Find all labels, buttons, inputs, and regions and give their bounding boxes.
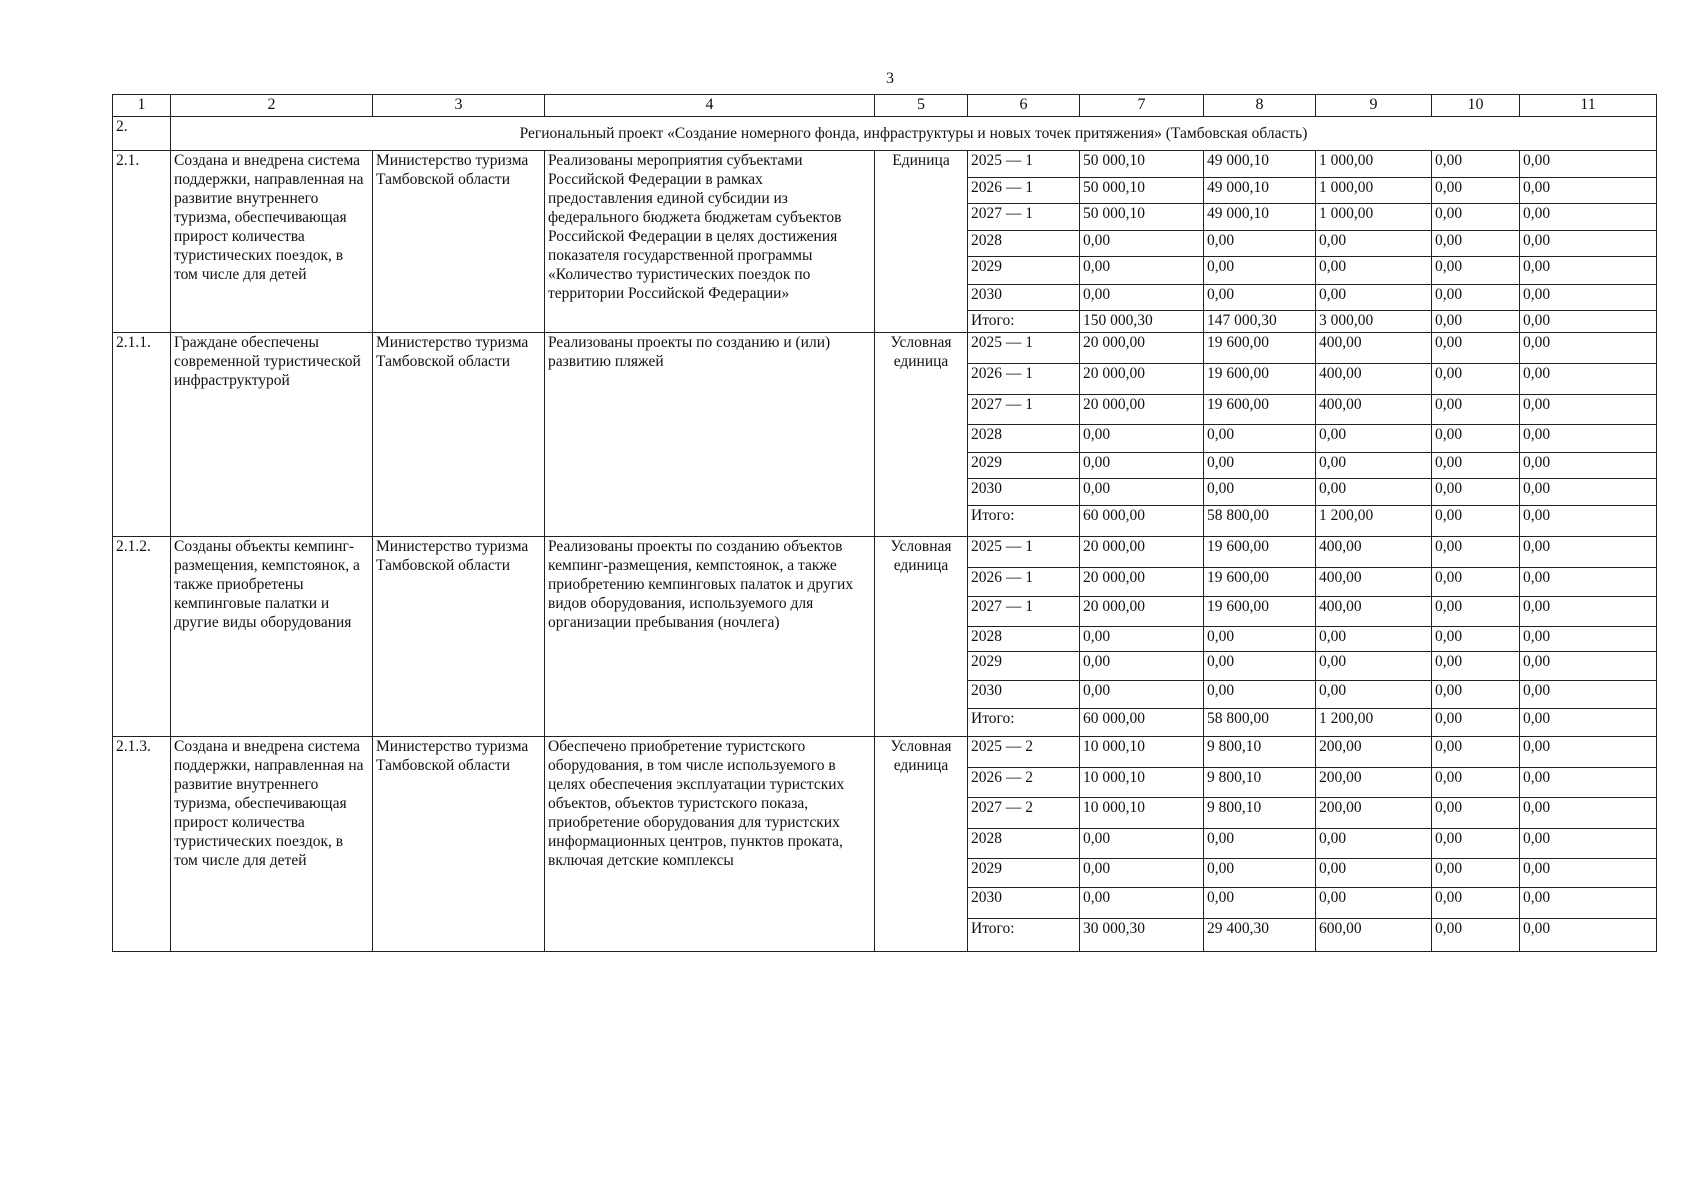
amount-col9: 0,00 bbox=[1316, 627, 1432, 652]
amount-col8: 0,00 bbox=[1204, 627, 1316, 652]
amount-col11: 0,00 bbox=[1520, 597, 1657, 627]
amount-col7: 0,00 bbox=[1080, 859, 1204, 888]
amount-col10: 0,00 bbox=[1432, 798, 1520, 829]
amount-col11: 0,00 bbox=[1520, 333, 1657, 364]
amount-col11: 0,00 bbox=[1520, 737, 1657, 768]
amount-col7: 60 000,00 bbox=[1080, 506, 1204, 537]
amount-col9: 200,00 bbox=[1316, 798, 1432, 829]
amount-col11: 0,00 bbox=[1520, 506, 1657, 537]
amount-col8: 0,00 bbox=[1204, 888, 1316, 919]
amount-col8: 0,00 bbox=[1204, 453, 1316, 479]
amount-col9: 400,00 bbox=[1316, 395, 1432, 425]
amount-col7: 60 000,00 bbox=[1080, 709, 1204, 737]
table-body bbox=[113, 95, 1657, 952]
result-name: Граждане обеспечены современной туристической инфраструктурой bbox=[171, 333, 373, 537]
amount-col8: 19 600,00 bbox=[1204, 597, 1316, 627]
responsible-org: Министерство туризма Тамбовской области bbox=[373, 333, 545, 537]
column-header: 10 bbox=[1432, 95, 1520, 117]
section-row bbox=[113, 117, 1657, 151]
amount-col9: 0,00 bbox=[1316, 285, 1432, 311]
result-description: Реализованы проекты по созданию объектов кемпинг-размещения, кемпстоянок, а также приобретению кемпинговых палаток и других видов оборудования, используемого для организации пребывания (ночлега) bbox=[545, 537, 875, 737]
amount-col9: 3 000,00 bbox=[1316, 311, 1432, 333]
table-row bbox=[113, 151, 1657, 178]
amount-col7: 0,00 bbox=[1080, 829, 1204, 859]
amount-col11: 0,00 bbox=[1520, 425, 1657, 453]
amount-col7: 20 000,00 bbox=[1080, 333, 1204, 364]
amount-col8: 19 600,00 bbox=[1204, 333, 1316, 364]
year-value: 2028 bbox=[968, 425, 1080, 453]
amount-col9: 1 000,00 bbox=[1316, 151, 1432, 178]
year-value: 2027 — 1 bbox=[968, 204, 1080, 231]
year-value: Итого: bbox=[968, 709, 1080, 737]
column-header: 1 bbox=[113, 95, 171, 117]
amount-col8: 49 000,10 bbox=[1204, 151, 1316, 178]
amount-col9: 0,00 bbox=[1316, 257, 1432, 285]
amount-col8: 0,00 bbox=[1204, 231, 1316, 257]
year-value: Итого: bbox=[968, 919, 1080, 952]
program-table bbox=[112, 94, 1657, 952]
amount-col10: 0,00 bbox=[1432, 506, 1520, 537]
amount-col8: 19 600,00 bbox=[1204, 568, 1316, 597]
amount-col11: 0,00 bbox=[1520, 257, 1657, 285]
table-row bbox=[113, 537, 1657, 568]
amount-col7: 10 000,10 bbox=[1080, 737, 1204, 768]
amount-col10: 0,00 bbox=[1432, 627, 1520, 652]
amount-col9: 0,00 bbox=[1316, 829, 1432, 859]
amount-col9: 0,00 bbox=[1316, 479, 1432, 506]
amount-col7: 0,00 bbox=[1080, 652, 1204, 681]
amount-col9: 400,00 bbox=[1316, 568, 1432, 597]
amount-col11: 0,00 bbox=[1520, 888, 1657, 919]
section-number: 2. bbox=[113, 117, 171, 151]
amount-col11: 0,00 bbox=[1520, 627, 1657, 652]
column-header: 6 bbox=[968, 95, 1080, 117]
amount-col10: 0,00 bbox=[1432, 537, 1520, 568]
year-value: 2028 bbox=[968, 231, 1080, 257]
amount-col7: 0,00 bbox=[1080, 231, 1204, 257]
year-value: 2027 — 1 bbox=[968, 597, 1080, 627]
year-value: 2029 bbox=[968, 453, 1080, 479]
amount-col10: 0,00 bbox=[1432, 888, 1520, 919]
column-header: 4 bbox=[545, 95, 875, 117]
amount-col7: 10 000,10 bbox=[1080, 798, 1204, 829]
result-name: Создана и внедрена система поддержки, направленная на развитие внутреннего туризма, обеспечивающая прирост количества туристических поездок, в том числе для детей bbox=[171, 151, 373, 333]
amount-col8: 9 800,10 bbox=[1204, 768, 1316, 798]
amount-col9: 0,00 bbox=[1316, 231, 1432, 257]
column-header: 9 bbox=[1316, 95, 1432, 117]
year-value: 2026 — 1 bbox=[968, 364, 1080, 395]
amount-col9: 1 200,00 bbox=[1316, 506, 1432, 537]
amount-col10: 0,00 bbox=[1432, 333, 1520, 364]
amount-col9: 200,00 bbox=[1316, 768, 1432, 798]
result-description: Реализованы проекты по созданию и (или) развитию пляжей bbox=[545, 333, 875, 537]
amount-col7: 0,00 bbox=[1080, 627, 1204, 652]
year-value: 2025 — 1 bbox=[968, 333, 1080, 364]
amount-col9: 400,00 bbox=[1316, 364, 1432, 395]
amount-col8: 0,00 bbox=[1204, 285, 1316, 311]
amount-col10: 0,00 bbox=[1432, 453, 1520, 479]
amount-col8: 19 600,00 bbox=[1204, 537, 1316, 568]
amount-col11: 0,00 bbox=[1520, 859, 1657, 888]
result-description: Реализованы мероприятия субъектами Российской Федерации в рамках предоставления единой субсидии из федерального бюджета бюджетам субъектов Российской Федерации в целях достижения показателя государственной программы «Количество туристических поездок по территории Российской Федерации» bbox=[545, 151, 875, 333]
amount-col11: 0,00 bbox=[1520, 681, 1657, 709]
responsible-org: Министерство туризма Тамбовской области bbox=[373, 537, 545, 737]
amount-col11: 0,00 bbox=[1520, 178, 1657, 204]
amount-col9: 0,00 bbox=[1316, 425, 1432, 453]
amount-col9: 1 000,00 bbox=[1316, 178, 1432, 204]
year-value: Итого: bbox=[968, 311, 1080, 333]
amount-col10: 0,00 bbox=[1432, 737, 1520, 768]
amount-col11: 0,00 bbox=[1520, 231, 1657, 257]
measure-unit: Единица bbox=[875, 151, 968, 333]
amount-col10: 0,00 bbox=[1432, 204, 1520, 231]
amount-col8: 58 800,00 bbox=[1204, 709, 1316, 737]
amount-col9: 0,00 bbox=[1316, 652, 1432, 681]
amount-col10: 0,00 bbox=[1432, 395, 1520, 425]
year-value: 2027 — 1 bbox=[968, 395, 1080, 425]
amount-col11: 0,00 bbox=[1520, 919, 1657, 952]
amount-col8: 0,00 bbox=[1204, 681, 1316, 709]
amount-col7: 20 000,00 bbox=[1080, 364, 1204, 395]
column-number-row bbox=[113, 95, 1657, 117]
amount-col9: 400,00 bbox=[1316, 333, 1432, 364]
column-header: 7 bbox=[1080, 95, 1204, 117]
amount-col7: 0,00 bbox=[1080, 257, 1204, 285]
amount-col11: 0,00 bbox=[1520, 453, 1657, 479]
amount-col8: 29 400,30 bbox=[1204, 919, 1316, 952]
year-value: 2028 bbox=[968, 627, 1080, 652]
amount-col10: 0,00 bbox=[1432, 151, 1520, 178]
row-number: 2.1.2. bbox=[113, 537, 171, 737]
amount-col11: 0,00 bbox=[1520, 311, 1657, 333]
amount-col7: 20 000,00 bbox=[1080, 597, 1204, 627]
amount-col8: 0,00 bbox=[1204, 257, 1316, 285]
amount-col11: 0,00 bbox=[1520, 395, 1657, 425]
column-header: 3 bbox=[373, 95, 545, 117]
amount-col11: 0,00 bbox=[1520, 151, 1657, 178]
amount-col10: 0,00 bbox=[1432, 425, 1520, 453]
amount-col7: 0,00 bbox=[1080, 425, 1204, 453]
amount-col9: 400,00 bbox=[1316, 597, 1432, 627]
year-value: 2030 bbox=[968, 285, 1080, 311]
year-value: 2029 bbox=[968, 859, 1080, 888]
row-number: 2.1.3. bbox=[113, 737, 171, 952]
row-number: 2.1. bbox=[113, 151, 171, 333]
amount-col11: 0,00 bbox=[1520, 798, 1657, 829]
amount-col10: 0,00 bbox=[1432, 829, 1520, 859]
amount-col11: 0,00 bbox=[1520, 204, 1657, 231]
responsible-org: Министерство туризма Тамбовской области bbox=[373, 151, 545, 333]
amount-col8: 19 600,00 bbox=[1204, 395, 1316, 425]
result-name: Созданы объекты кемпинг-размещения, кемпстоянок, а также приобретены кемпинговые палатки и другие виды оборудования bbox=[171, 537, 373, 737]
amount-col9: 400,00 bbox=[1316, 537, 1432, 568]
amount-col10: 0,00 bbox=[1432, 919, 1520, 952]
amount-col7: 0,00 bbox=[1080, 681, 1204, 709]
amount-col8: 0,00 bbox=[1204, 479, 1316, 506]
year-value: 2026 — 2 bbox=[968, 768, 1080, 798]
amount-col7: 0,00 bbox=[1080, 453, 1204, 479]
column-header: 2 bbox=[171, 95, 373, 117]
amount-col9: 0,00 bbox=[1316, 681, 1432, 709]
year-value: 2025 — 2 bbox=[968, 737, 1080, 768]
amount-col8: 49 000,10 bbox=[1204, 178, 1316, 204]
result-name: Создана и внедрена система поддержки, направленная на развитие внутреннего туризма, обеспечивающая прирост количества туристических поездок, в том числе для детей bbox=[171, 737, 373, 952]
amount-col10: 0,00 bbox=[1432, 231, 1520, 257]
measure-unit: Условная единица bbox=[875, 737, 968, 952]
amount-col9: 1 000,00 bbox=[1316, 204, 1432, 231]
amount-col9: 0,00 bbox=[1316, 859, 1432, 888]
amount-col10: 0,00 bbox=[1432, 178, 1520, 204]
amount-col10: 0,00 bbox=[1432, 568, 1520, 597]
amount-col8: 147 000,30 bbox=[1204, 311, 1316, 333]
amount-col8: 0,00 bbox=[1204, 425, 1316, 453]
amount-col8: 0,00 bbox=[1204, 859, 1316, 888]
amount-col8: 19 600,00 bbox=[1204, 364, 1316, 395]
column-header: 8 bbox=[1204, 95, 1316, 117]
year-value: 2025 — 1 bbox=[968, 537, 1080, 568]
amount-col7: 50 000,10 bbox=[1080, 178, 1204, 204]
table-row bbox=[113, 737, 1657, 768]
amount-col11: 0,00 bbox=[1520, 364, 1657, 395]
amount-col9: 0,00 bbox=[1316, 453, 1432, 479]
amount-col10: 0,00 bbox=[1432, 364, 1520, 395]
amount-col7: 10 000,10 bbox=[1080, 768, 1204, 798]
page-number: 3 bbox=[886, 70, 894, 87]
year-value: 2030 bbox=[968, 888, 1080, 919]
column-header: 11 bbox=[1520, 95, 1657, 117]
amount-col10: 0,00 bbox=[1432, 597, 1520, 627]
amount-col8: 0,00 bbox=[1204, 829, 1316, 859]
amount-col10: 0,00 bbox=[1432, 709, 1520, 737]
amount-col10: 0,00 bbox=[1432, 681, 1520, 709]
year-value: 2028 bbox=[968, 829, 1080, 859]
year-value: 2030 bbox=[968, 681, 1080, 709]
amount-col7: 50 000,10 bbox=[1080, 151, 1204, 178]
measure-unit: Условная единица bbox=[875, 537, 968, 737]
amount-col7: 0,00 bbox=[1080, 888, 1204, 919]
amount-col7: 20 000,00 bbox=[1080, 395, 1204, 425]
amount-col7: 20 000,00 bbox=[1080, 568, 1204, 597]
column-header: 5 bbox=[875, 95, 968, 117]
amount-col10: 0,00 bbox=[1432, 285, 1520, 311]
amount-col11: 0,00 bbox=[1520, 285, 1657, 311]
amount-col8: 58 800,00 bbox=[1204, 506, 1316, 537]
amount-col11: 0,00 bbox=[1520, 652, 1657, 681]
amount-col9: 200,00 bbox=[1316, 737, 1432, 768]
amount-col8: 9 800,10 bbox=[1204, 737, 1316, 768]
year-value: 2030 bbox=[968, 479, 1080, 506]
amount-col7: 20 000,00 bbox=[1080, 537, 1204, 568]
amount-col7: 50 000,10 bbox=[1080, 204, 1204, 231]
amount-col7: 0,00 bbox=[1080, 479, 1204, 506]
amount-col9: 0,00 bbox=[1316, 888, 1432, 919]
year-value: 2026 — 1 bbox=[968, 568, 1080, 597]
year-value: 2026 — 1 bbox=[968, 178, 1080, 204]
amount-col8: 9 800,10 bbox=[1204, 798, 1316, 829]
amount-col7: 0,00 bbox=[1080, 285, 1204, 311]
amount-col10: 0,00 bbox=[1432, 257, 1520, 285]
year-value: 2027 — 2 bbox=[968, 798, 1080, 829]
year-value: Итого: bbox=[968, 506, 1080, 537]
amount-col10: 0,00 bbox=[1432, 479, 1520, 506]
year-value: 2029 bbox=[968, 652, 1080, 681]
amount-col11: 0,00 bbox=[1520, 537, 1657, 568]
amount-col10: 0,00 bbox=[1432, 652, 1520, 681]
amount-col11: 0,00 bbox=[1520, 829, 1657, 859]
amount-col10: 0,00 bbox=[1432, 768, 1520, 798]
amount-col11: 0,00 bbox=[1520, 768, 1657, 798]
amount-col8: 49 000,10 bbox=[1204, 204, 1316, 231]
amount-col9: 600,00 bbox=[1316, 919, 1432, 952]
amount-col11: 0,00 bbox=[1520, 568, 1657, 597]
section-title: Региональный проект «Создание номерного фонда, инфраструктуры и новых точек притяжения» (Тамбовская область) bbox=[171, 117, 1657, 151]
year-value: 2025 — 1 bbox=[968, 151, 1080, 178]
result-description: Обеспечено приобретение туристского оборудования, в том числе используемого в целях обеспечения эксплуатации туристских объектов, объектов туристского показа, приобретение оборудования для туристских информационных центров, пунктов проката, включая детские комплексы bbox=[545, 737, 875, 952]
amount-col10: 0,00 bbox=[1432, 859, 1520, 888]
amount-col8: 0,00 bbox=[1204, 652, 1316, 681]
table-row bbox=[113, 333, 1657, 364]
amount-col11: 0,00 bbox=[1520, 709, 1657, 737]
amount-col10: 0,00 bbox=[1432, 311, 1520, 333]
measure-unit: Условная единица bbox=[875, 333, 968, 537]
amount-col7: 30 000,30 bbox=[1080, 919, 1204, 952]
row-number: 2.1.1. bbox=[113, 333, 171, 537]
responsible-org: Министерство туризма Тамбовской области bbox=[373, 737, 545, 952]
amount-col9: 1 200,00 bbox=[1316, 709, 1432, 737]
amount-col11: 0,00 bbox=[1520, 479, 1657, 506]
year-value: 2029 bbox=[968, 257, 1080, 285]
amount-col7: 150 000,30 bbox=[1080, 311, 1204, 333]
